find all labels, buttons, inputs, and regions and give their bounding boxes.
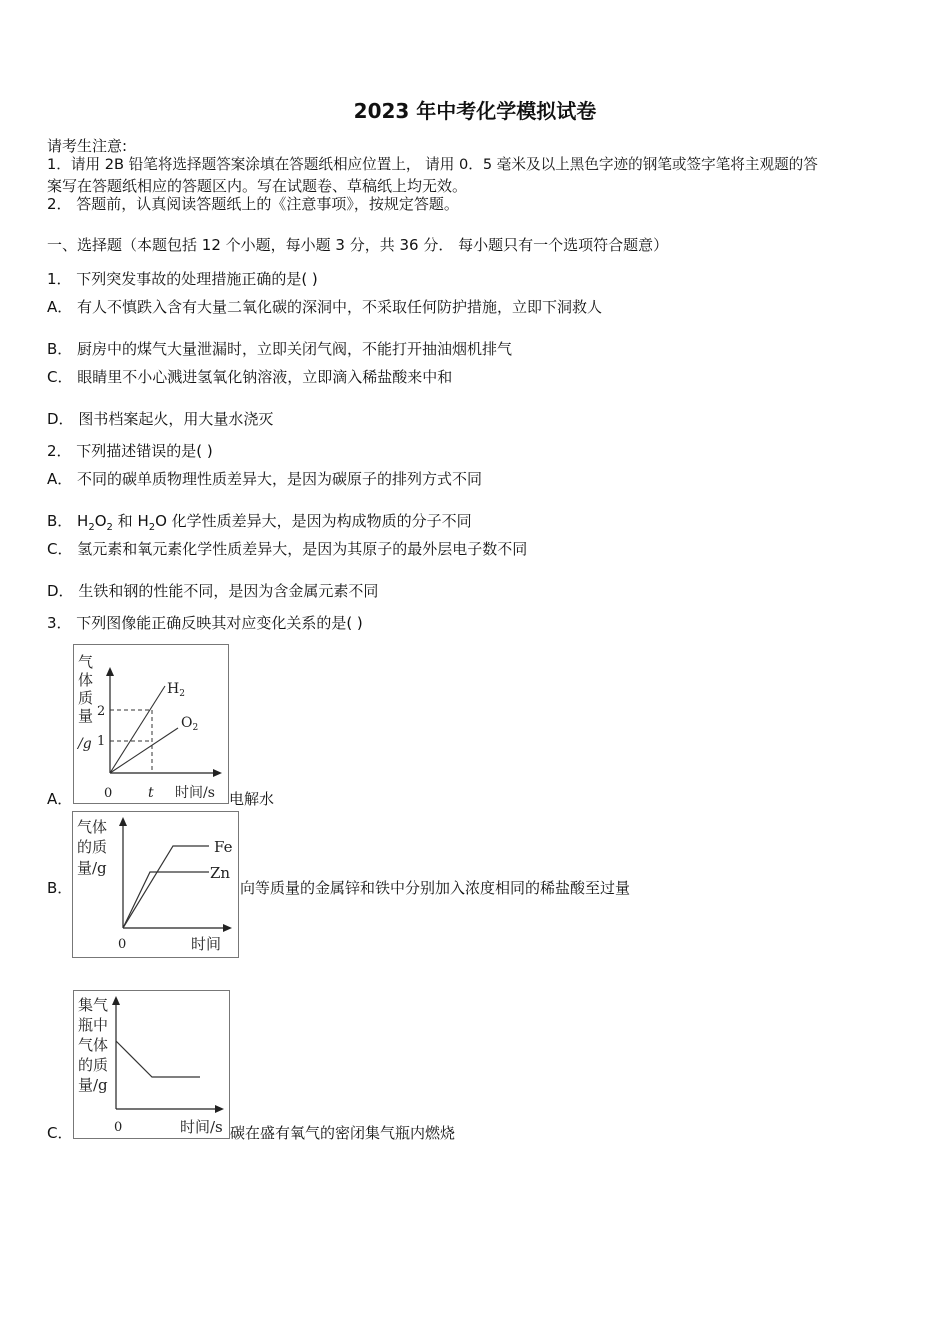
figc-ylabel-3: 气体	[78, 1036, 109, 1054]
figc-line	[116, 1041, 200, 1077]
notice-line-1-cont: 案写在答题纸相应的答题区内。写在试题卷、草稿纸上均无效。	[47, 177, 468, 195]
figa-origin: 0	[104, 786, 113, 801]
figa-ylabel-unit: /g	[78, 736, 92, 752]
figa-ylabel-1: 气	[78, 653, 94, 671]
q1-option-a: A． 有人不慎跌入含有大量二氧化碳的深洞中，不采取任何防护措施，立即下洞救人	[47, 298, 603, 316]
notice-line-1: 1．请用 2B 铅笔将选择题答案涂填在答题纸相应位置上， 请用 0．5 毫米及以上黑色字迹的钢笔或签字笔将主观题的答	[47, 156, 818, 173]
q3-option-c-label: C．	[47, 1124, 73, 1142]
figb-x-arrow	[223, 924, 232, 932]
q1-option-c: C． 眼睛里不小心溅进氢氧化钠溶液，立即滴入稀盐酸来中和	[47, 368, 453, 386]
figa-y-arrow	[106, 667, 114, 676]
q2-b-prefix: B． H	[47, 512, 89, 530]
figc-y-arrow	[112, 996, 120, 1005]
q2-stem: 2． 下列描述错误的是( )	[47, 442, 213, 460]
q2-option-c: C． 氢元素和氧元素化学性质差异大，是因为其原子的最外层电子数不同	[47, 540, 528, 558]
figc-ylabel-1: 集气	[78, 996, 109, 1014]
figa-xtick-t: t	[148, 785, 154, 801]
q1-stem: 1． 下列突发事故的处理措施正确的是( )	[47, 270, 318, 288]
figc-origin: 0	[114, 1120, 123, 1135]
figa-ylabel-2: 体	[78, 671, 94, 689]
q2-b-mid-2: 和 H	[112, 512, 149, 530]
q3-option-a-text: 电解水	[229, 790, 275, 808]
figc-ylabel-2: 瓶中	[78, 1016, 109, 1034]
q3-stem: 3． 下列图像能正确反映其对应变化关系的是( )	[47, 614, 363, 632]
figb-label-fe: Fe	[214, 838, 233, 856]
q1-option-d: D． 图书档案起火，用大量水浇灭	[47, 410, 274, 428]
figa-line-o2	[110, 728, 178, 773]
section-heading: 一、选择题（本题包括 12 个小题，每小题 3 分，共 36 分． 每小题只有一个选项符合题意）	[47, 236, 669, 254]
figc-ylabel-4: 的质	[78, 1056, 109, 1074]
figb-ylabel-3: 量/g	[77, 859, 107, 877]
figb-origin: 0	[118, 937, 127, 952]
figb-line-fe	[123, 846, 209, 928]
figa-ytick-1: 1	[97, 734, 106, 749]
figc-ylabel-5: 量/g	[78, 1076, 108, 1094]
figa-label-h2: $H_2$	[167, 681, 185, 699]
figa-ytick-2: 2	[97, 704, 106, 719]
q1-option-b: B． 厨房中的煤气大量泄漏时，立即关闭气阀，不能打开抽油烟机排气	[47, 340, 513, 358]
q3-figure-a	[73, 644, 229, 804]
figb-line-zn	[123, 872, 209, 928]
q3-figure-b	[72, 811, 239, 958]
figc-xlabel: 时间/s	[180, 1118, 223, 1136]
q3-option-c-text: 碳在盛有氧气的密闭集气瓶内燃烧	[230, 1124, 456, 1142]
figa-x-arrow	[213, 769, 222, 777]
figb-label-zn: Zn	[210, 864, 231, 882]
q2-option-b	[47, 512, 472, 537]
figa-xlabel: 时间/s	[175, 785, 215, 801]
q2-b-suffix: O 化学性质差异大，是因为构成物质的分子不同	[155, 512, 472, 530]
q3-figure-c	[73, 990, 230, 1139]
figa-label-o2: $O_2$	[181, 715, 199, 733]
q2-b-mid-1: O	[94, 512, 107, 530]
q2-b-sub-1: 2	[88, 522, 95, 533]
figb-y-arrow	[119, 817, 127, 826]
figb-xlabel: 时间	[191, 935, 222, 953]
figa-ylabel-3: 质	[78, 689, 94, 707]
figa-line-h2	[110, 686, 165, 773]
q2-option-a: A． 不同的碳单质物理性质差异大，是因为碳原子的排列方式不同	[47, 470, 483, 488]
figa-ylabel-4: 量	[78, 707, 94, 725]
q2-option-d: D． 生铁和钢的性能不同，是因为含金属元素不同	[47, 582, 379, 600]
figb-ylabel-2: 的质	[77, 838, 108, 856]
figc-x-arrow	[215, 1105, 224, 1113]
q2-b-sub-3: 2	[148, 522, 156, 533]
page-title: 2023 年中考化学模拟试卷	[353, 99, 597, 123]
q3-option-a-label: A．	[47, 790, 73, 808]
q3-option-b-text: 向等质量的金属锌和铁中分别加入浓度相同的稀盐酸至过量	[240, 879, 631, 897]
notice-heading: 请考生注意:	[47, 137, 128, 155]
q3-option-b-label: B．	[47, 879, 73, 897]
q2-b-sub-2: 2	[106, 522, 113, 533]
notice-line-2: 2． 答题前，认真阅读答题纸上的《注意事项》，按规定答题。	[47, 195, 459, 213]
figb-ylabel-1: 气体	[77, 818, 108, 836]
